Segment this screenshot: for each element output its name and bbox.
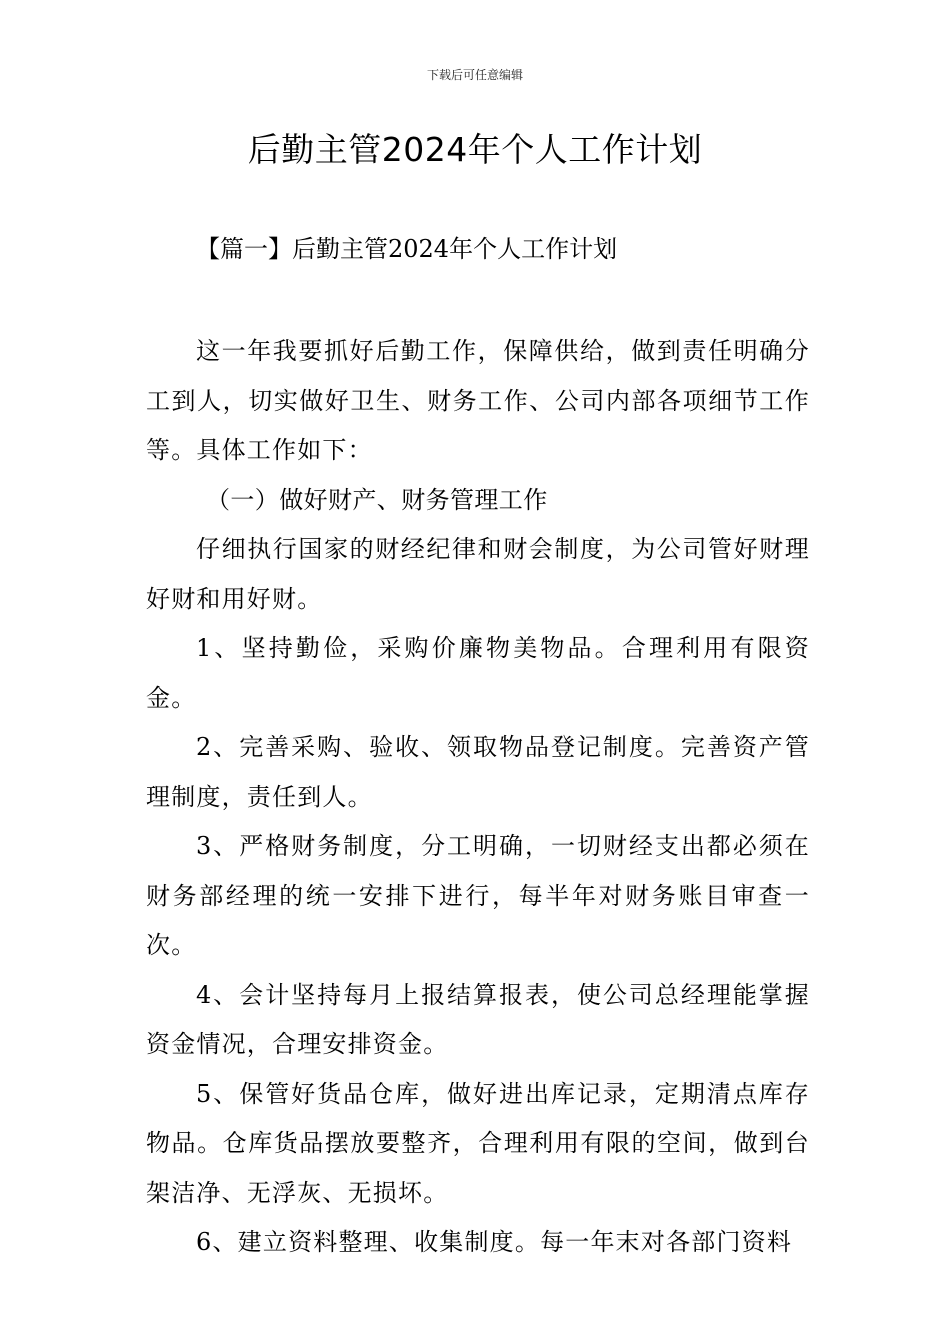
- paragraph-item-4: 4、会计坚持每月上报结算报表，使公司总经理能掌握资金情况，合理安排资金。: [146, 980, 810, 1058]
- paragraph-intro: 这一年我要抓好后勤工作，保障供给，做到责任明确分工到人，切实做好卫生、财务工作、公司内部各项细节工作等。具体工作如下：: [146, 337, 810, 464]
- paragraph-item-5: 5、保管好货品仓库，做好进出库记录，定期清点库存物品。仓库货品摆放要整齐，合理利用有限的空间，做到台架洁净、无浮灰、无损坏。: [146, 1079, 810, 1207]
- paragraph-item-3: 3、严格财务制度，分工明确，一切财经支出都必须在财务部经理的统一安排下进行，每半年对财务账目审查一次。: [146, 832, 810, 959]
- body-text: [146, 327, 810, 1268]
- paragraph-subheading: （一）做好财产、财务管理工作: [206, 485, 548, 514]
- section-heading: 【篇一】后勤主管2024年个人工作计划: [196, 235, 618, 263]
- paragraph-item-1: 1、坚持勤俭，采购价廉物美物品。合理利用有限资金。: [146, 634, 810, 712]
- paragraph-finance-rules: 仔细执行国家的财经纪律和财会制度，为公司管好财理好财和用好财。: [146, 535, 810, 613]
- paragraph-item-2: 2、完善采购、验收、领取物品登记制度。完善资产管理制度，责任到人。: [146, 733, 810, 811]
- document-title: 后勤主管2024年个人工作计划: [247, 130, 703, 169]
- header-note: 下载后可任意编辑: [426, 68, 523, 82]
- paragraph-item-6: 6、建立资料整理、收集制度。每一年末对各部门资料: [196, 1228, 793, 1256]
